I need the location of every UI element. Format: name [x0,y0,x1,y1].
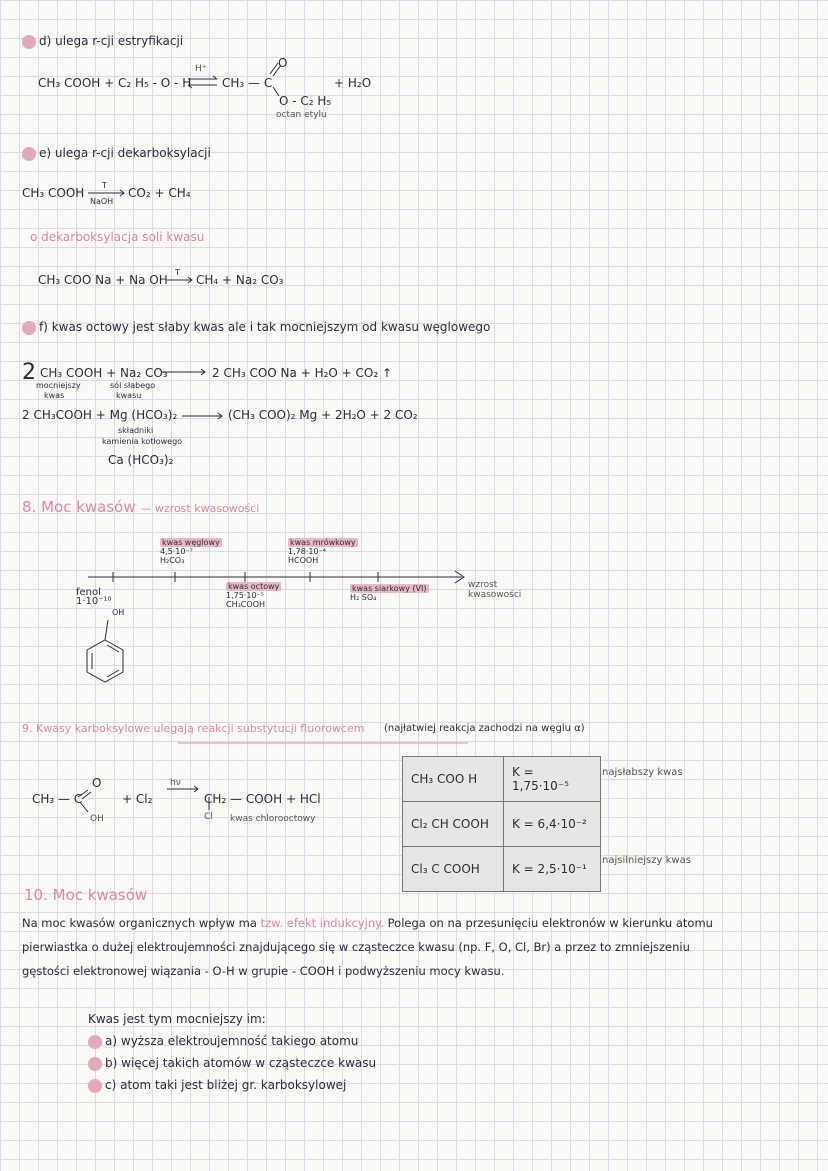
acetic-carbon: CH₃ — C [32,792,83,806]
phenol-oh: OH [112,608,125,617]
bullet-marker [88,1057,102,1071]
acetic-k: 1,75·10⁻⁵ [226,591,264,600]
ester-alkoxy: O - C₂ H₅ [279,94,332,108]
phenol-name: fenol [76,587,101,598]
water-product: + H₂O [334,76,372,90]
ester-name: octan etylu [276,110,327,120]
chloroacetic-product: CH₂ — COOH + HCl [204,792,321,806]
condition-naoh: NaOH [90,197,114,206]
phenol-k: 1·10⁻¹⁰ [76,596,112,607]
axis-label [468,580,521,600]
acid-carbonic [160,538,222,565]
section-9-note: (najłatwiej reakcja zachodzi na węglu α) [384,723,585,734]
sulfuric-formula: H₂ SO₄ [350,593,377,602]
axis-label-2: kwasowości [468,590,522,600]
section-e-heading: e) ulega r-cji dekarboksylacji [22,146,211,161]
salt-reactants: CH₃ COO Na + Na OH [38,273,168,287]
formic-name: kwas mrówkowy [290,538,356,547]
chloroacetic-cl: Cl [204,812,213,822]
carbonic-formula: H₂CO₃ [160,556,185,565]
carbonic-name: kwas węglowy [162,538,220,547]
section-f-heading: f) kwas octowy jest słaby kwas ale i tak mocniejszym od kwasu węglowego [22,320,490,335]
table-row [403,802,601,847]
acetic-oh: OH [90,814,104,824]
section-10-title: 10. Moc kwasów [24,886,148,904]
condition-temp: T [102,181,107,190]
chloroacetic-name: kwas chlorooctowy [230,814,316,824]
ester-carbon: CH₃ — C [222,76,273,90]
section-d-heading: d) ulega r-cji estryfikacji [22,34,183,49]
reaction1-note-salt: sól słabego [110,381,156,390]
acid-strength-table [402,756,601,892]
bullet-marker [88,1079,102,1093]
reaction2-note-components: składniki [118,426,154,435]
list-title: Kwas jest tym mocniejszy im: [88,1012,266,1026]
formic-formula: HCOOH [288,556,319,565]
acid-cell: CH₃ COO H [403,757,504,802]
reaction1-products: 2 CH₃ COO Na + H₂O + CO₂ ↑ [212,366,393,380]
list-item: c) atom taki jest bliżej gr. karboksylowej [88,1078,346,1093]
acetic-o: O [92,776,102,790]
acid-cell: Cl₃ C COOH [403,847,504,892]
acid-acetic [226,582,281,609]
table-row [403,847,601,892]
reaction1-note-acid2: kwasu [116,391,142,400]
list-item: b) więcej takich atomów w cząsteczce kwasu [88,1056,376,1071]
bullet-marker [22,35,36,49]
acid-phenol [76,588,112,606]
acetic-name: kwas octowy [228,582,280,591]
section-10-line2: pierwiastka o dużej elektroujemności znajdującego się w cząsteczce kwasu (np. F, O, Cl, Br) a przez to zmniejszeniu [22,940,690,954]
bullet-marker [22,321,36,335]
reaction1-note-acid: kwas [44,391,65,400]
reaction1-coefficient: 2 [22,360,36,385]
decarboxylation-products: CO₂ + CH₄ [128,186,191,200]
reaction1-note-stronger: mocniejszy [36,381,81,390]
reaction2-reactants: 2 CH₃COOH + Mg (HCO₃)₂ [22,408,178,422]
light-condition: hν [170,778,181,788]
reaction1-reactants: CH₃ COOH + Na₂ CO₃ [40,366,168,380]
strongest-note: najsilniejszy kwas [602,855,691,866]
section-8-title: 8. Moc kwasów — wzrost kwasowości [22,498,260,516]
reaction2-note-calcium: Ca (HCO₃)₂ [108,453,174,467]
chlorine-reagent: + Cl₂ [122,792,153,806]
k-cell: K = 6,4·10⁻² [504,802,601,847]
esterification-reactants: CH₃ COOH + C₂ H₅ - O - H [38,76,192,90]
formic-k: 1,78·10⁻⁴ [288,547,326,556]
salt-products: CH₄ + Na₂ CO₃ [196,273,284,287]
section-10-line3: gęstości elektronowej wiązania - O-H w grupie - COOH i podwyższeniu mocy kwasu. [22,964,505,978]
salt-decarboxylation-subtitle: o dekarboksylacja soli kwasu [30,230,205,244]
section-9-title: 9. Kwasy karboksylowe ulegają reakcji substytucji fluorowcem [22,722,365,735]
bullet-marker [88,1035,102,1049]
acid-catalyst: H⁺ [195,64,207,74]
salt-condition: T [175,268,180,277]
weakest-note: najsłabszy kwas [602,767,683,778]
reaction2-products: (CH₃ COO)₂ Mg + 2H₂O + 2 CO₂ [228,408,418,422]
k-cell: K = 1,75·10⁻⁵ [504,757,601,802]
reaction2-note-scale: kamienia kotłowego [102,437,183,446]
k-cell: K = 2,5·10⁻¹ [504,847,601,892]
decarboxylation-reactant: CH₃ COOH [22,186,85,200]
bullet-marker [22,147,36,161]
list-item: a) wyższa elektroujemność takiego atomu [88,1034,358,1049]
axis-label-1: wzrost [468,580,498,590]
sulfuric-name: kwas siarkowy (VI) [352,584,427,593]
ester-carbonyl-o: O [278,56,288,70]
acid-cell: Cl₂ CH COOH [403,802,504,847]
table-row [403,757,601,802]
section-10-line1: Na moc kwasów organicznych wpływ ma tzw. efekt indukcyjny. Polega on na przesunięciu elektronów w kierunku atomu [22,916,713,930]
carbonic-k: 4,5·10⁻⁷ [160,547,193,556]
acid-formic [288,538,358,565]
acid-sulfuric [350,584,429,602]
acetic-formula: CH₃COOH [226,600,266,609]
